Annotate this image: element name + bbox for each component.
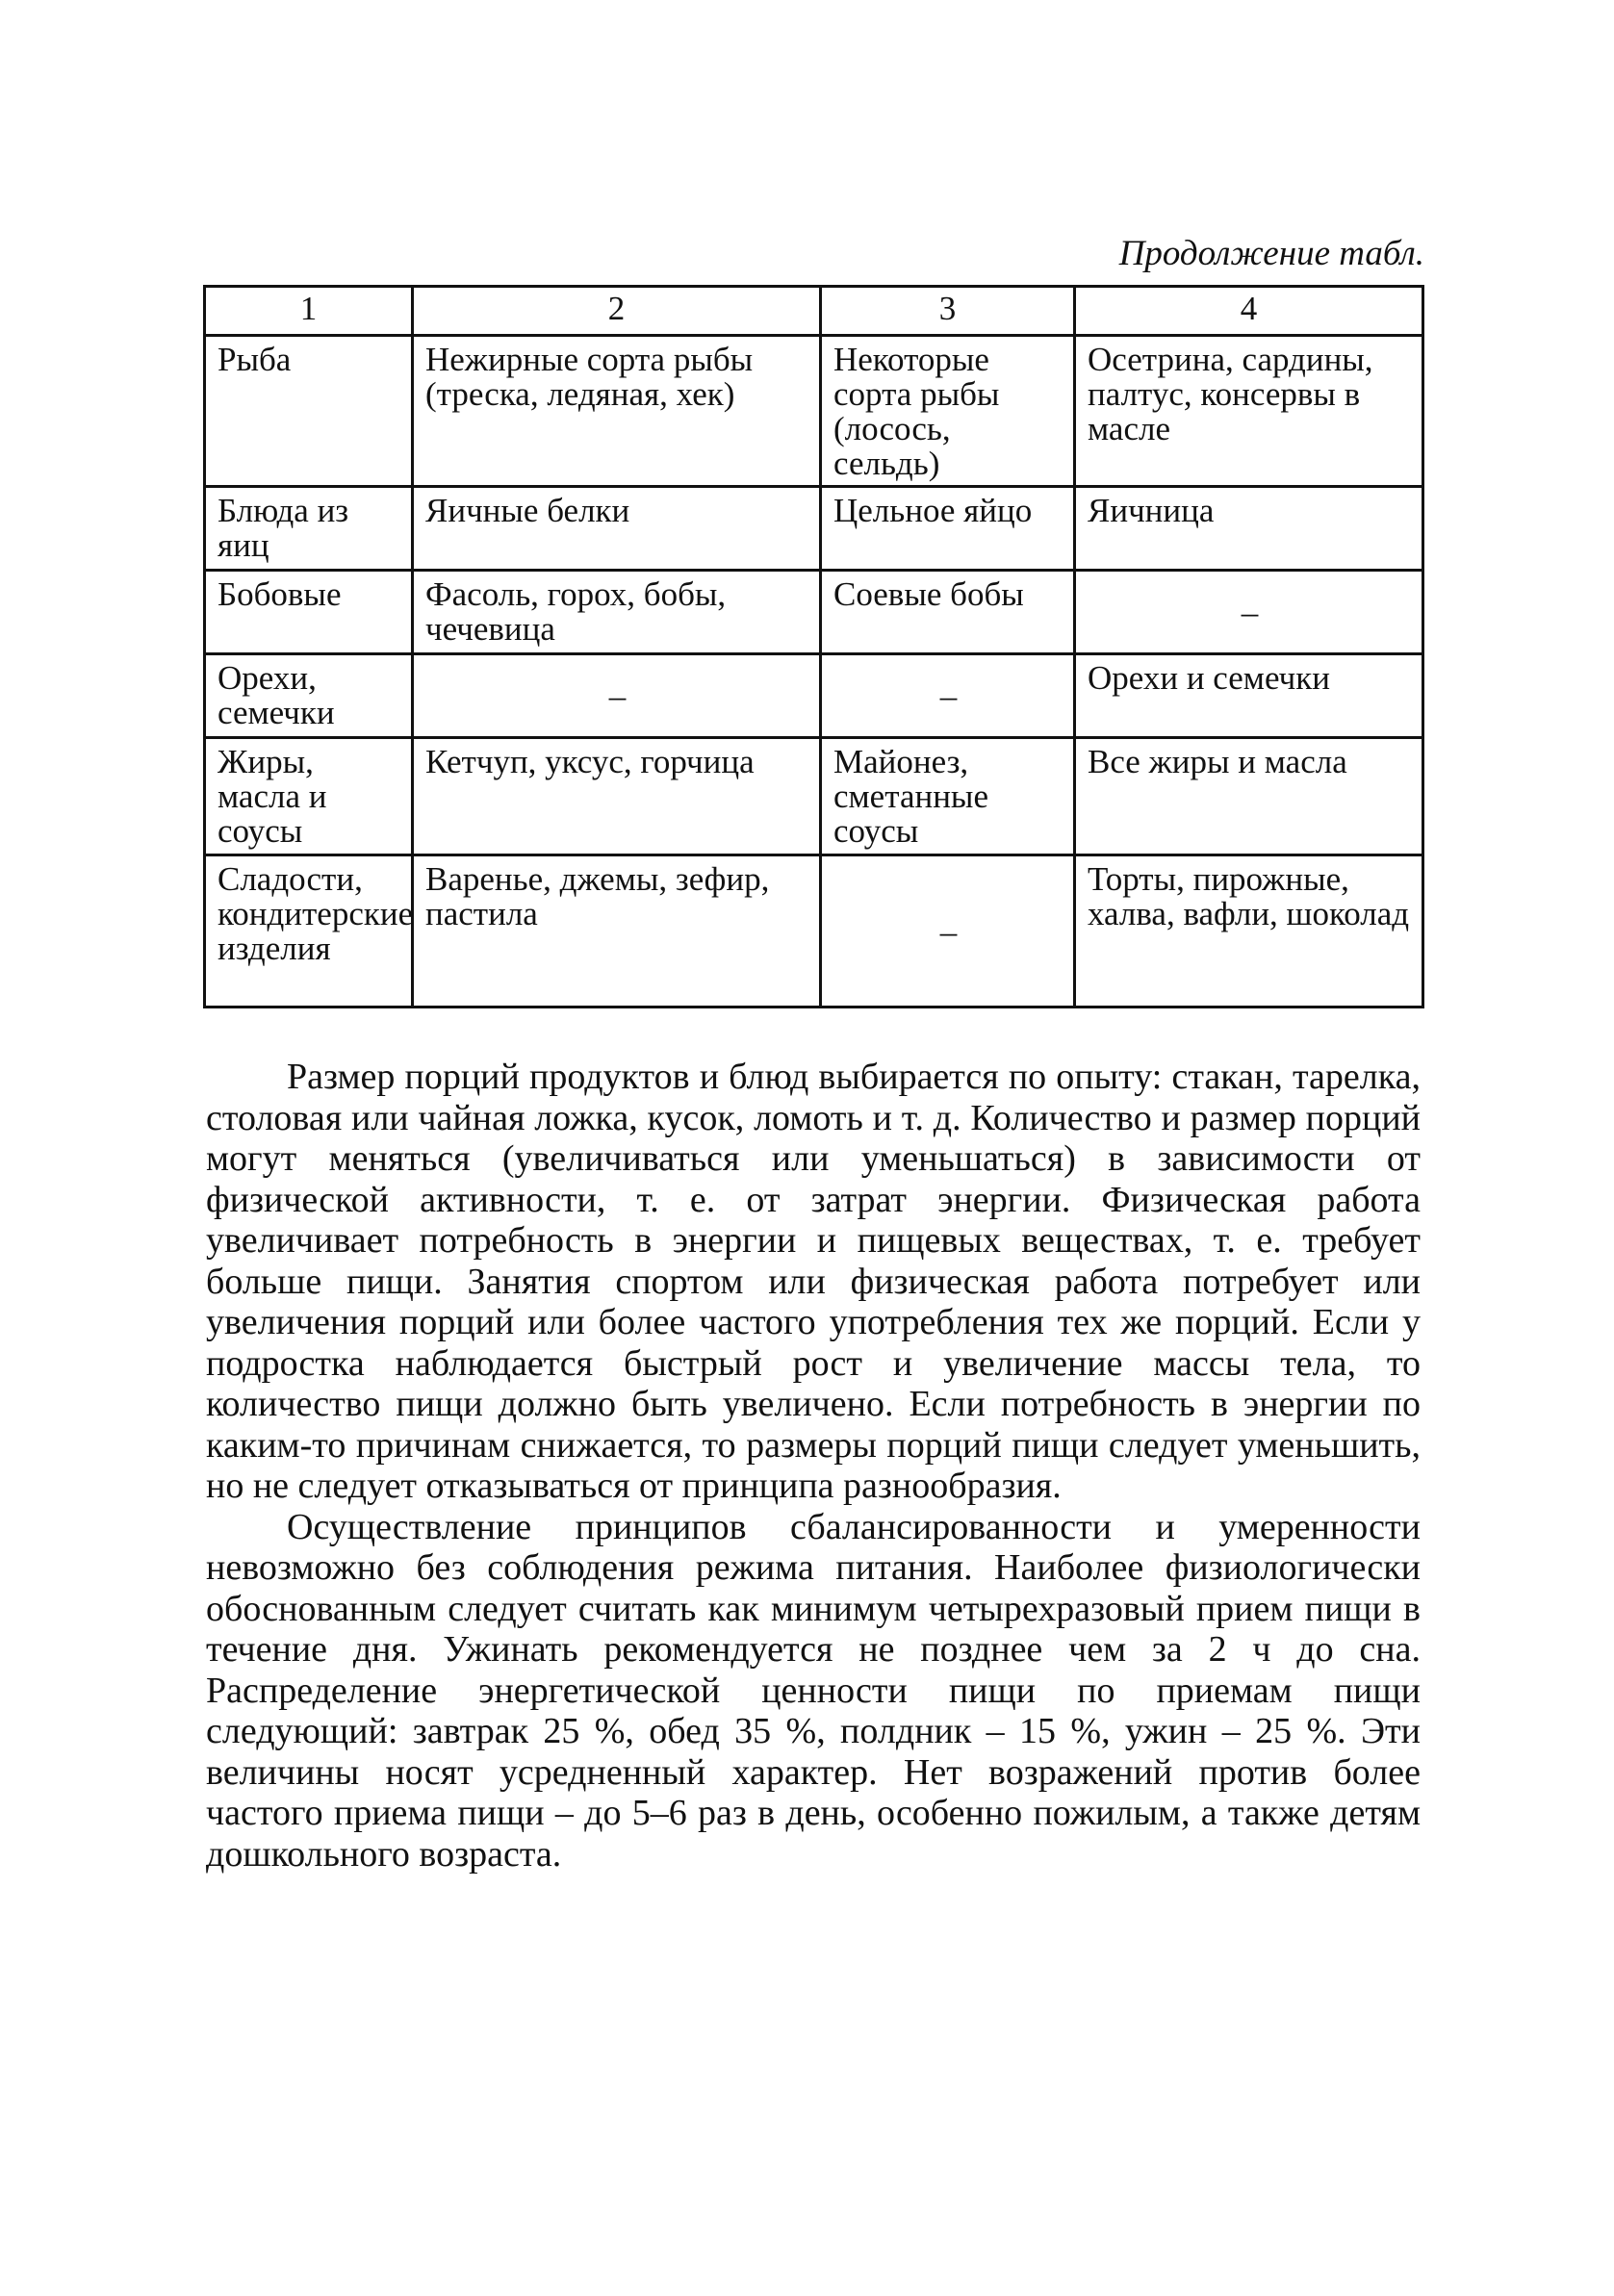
column-number: 2: [413, 287, 821, 336]
table-cell: Орехи, семечки: [205, 654, 413, 738]
table-cell: Некоторые сорта рыбы (лосось, сельдь): [821, 336, 1075, 487]
table-cell: Варенье, джемы, зефир, пастила: [413, 855, 821, 1008]
column-number: 4: [1075, 287, 1423, 336]
column-number: 1: [205, 287, 413, 336]
table-cell: Яичные белки: [413, 487, 821, 571]
table-row: [205, 487, 1423, 571]
table-cell: Жиры, масла и соусы: [205, 738, 413, 855]
paragraph: Осуществление принципов сбалансированности и умеренности невозможно без соблюдения режима питания. Наиболее физиологически обоснованным следует считать как минимум четырехразовый прием пищи в течение дня. Ужинать рекомендуется не позднее чем за 2 ч до сна. Распределение энергетической ценности пищи по приемам пищи следующий: завтрак 25 %, обед 35 %, полдник – 15 %, ужин – 25 %. Эти величины носят усредненный характер. Нет возражений против более частого приема пищи – до 5–6 раз в день, особенно пожилым, а также детям дошкольного возраста.: [206, 1506, 1421, 1875]
table-cell: –: [413, 654, 821, 738]
table-cell: Фасоль, горох, бобы, чечевица: [413, 571, 821, 654]
table-continuation-caption: Продолжение табл.: [1118, 234, 1424, 273]
table-cell: Бобовые: [205, 571, 413, 654]
table-row: [205, 336, 1423, 487]
table-row: [205, 654, 1423, 738]
table-cell: Нежирные сорта рыбы (треска, ледяная, хек): [413, 336, 821, 487]
table-row: [205, 738, 1423, 855]
table-cell: Цельное яйцо: [821, 487, 1075, 571]
table-cell: Блюда из яиц: [205, 487, 413, 571]
column-number-row: [205, 287, 1423, 336]
table-cell: Рыба: [205, 336, 413, 487]
table-cell: –: [821, 855, 1075, 1008]
table-cell: Кетчуп, уксус, горчица: [413, 738, 821, 855]
table-cell: Яичница: [1075, 487, 1423, 571]
table-cell: Осетрина, сардины, палтус, консервы в масле: [1075, 336, 1423, 487]
column-number: 3: [821, 287, 1075, 336]
table-cell: Торты, пирожные, халва, вафли, шоколад: [1075, 855, 1423, 1008]
table-cell: –: [821, 654, 1075, 738]
table-cell: –: [1075, 571, 1423, 654]
food-table: [203, 285, 1424, 1008]
table-row: [205, 855, 1423, 1008]
body-text: [206, 1057, 1421, 1875]
paragraph: Размер порций продуктов и блюд выбирается по опыту: стакан, тарелка, столовая или чайная ложка, кусок, ломоть и т. д. Количество и размер порций могут меняться (увеличиваться или уменьшаться) в зависимости от физической активности, т. е. от затрат энергии. Физическая работа увеличивает потребность в энергии и пищевых веществах, т. е. требует больше пищи. Занятия спортом или физическая работа потребует или увеличения порций или более частого употребления тех же порций. Если у подростка наблюдается быстрый рост и увеличение массы тела, то количество пищи должно быть увеличено. Если потребность в энергии по каким-то причинам снижается, то размеры порций пищи следует уменьшить, но не следует отказываться от принципа разнообразия.: [206, 1057, 1421, 1506]
table-cell: Все жиры и масла: [1075, 738, 1423, 855]
table-cell: Майонез, сметанные соусы: [821, 738, 1075, 855]
table-cell: Орехи и семечки: [1075, 654, 1423, 738]
table-row: [205, 571, 1423, 654]
table-cell: Сладости, кондитерские изделия: [205, 855, 413, 1008]
table-cell: Соевые бобы: [821, 571, 1075, 654]
